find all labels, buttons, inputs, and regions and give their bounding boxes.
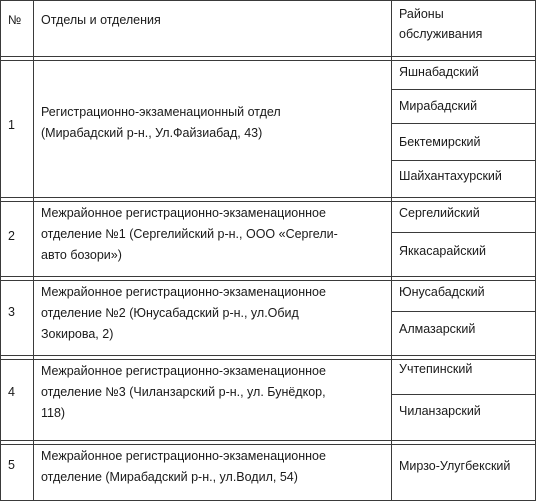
- district-divider: [391, 160, 536, 161]
- table-border-bottom: [0, 500, 536, 501]
- row-number: 4: [8, 385, 15, 399]
- department-text-line: (Мирабадский р-н., Ул.Файзиабад, 43): [41, 126, 263, 140]
- department-text-line: отделение №1 (Сергелийский р-н., ООО «Сергели-: [41, 227, 338, 241]
- department-text-line: Зокирова, 2): [41, 327, 114, 341]
- district-divider: [391, 89, 536, 90]
- district-name: Мирзо-Улугбекский: [399, 459, 511, 473]
- row-3-bottom-border: [0, 355, 536, 356]
- table-border-left: [0, 0, 1, 501]
- header-gap-border: [0, 60, 536, 61]
- row-number: 3: [8, 305, 15, 319]
- department-text-line: авто бозори»): [41, 248, 122, 262]
- row-2-top-border: [0, 201, 536, 202]
- district-divider: [391, 394, 536, 395]
- row-2-bottom-border: [0, 276, 536, 277]
- department-text-line: Межрайонное регистрационно-экзаменационное: [41, 449, 326, 463]
- district-name: Шайхантахурский: [399, 169, 502, 183]
- table-border-top: [0, 0, 536, 1]
- department-text-line: 118): [41, 406, 66, 420]
- district-name: Яшнабадский: [399, 65, 479, 79]
- department-text-line: отделение (Мирабадский р-н., ул.Водил, 54): [41, 470, 298, 484]
- district-name: Учтепинский: [399, 362, 473, 376]
- row-number: 2: [8, 229, 15, 243]
- row-4-bottom-border: [0, 440, 536, 441]
- district-divider: [391, 311, 536, 312]
- row-number: 5: [8, 458, 15, 472]
- header-districts-line-2: обслуживания: [399, 27, 483, 41]
- district-name: Чиланзарский: [399, 404, 481, 418]
- department-text-line: отделение №3 (Чиланзарский р-н., ул. Бунёдкор,: [41, 385, 326, 399]
- district-name: Яккасарайский: [399, 244, 486, 258]
- district-name: Алмазарский: [399, 322, 476, 336]
- department-text-line: Межрайонное регистрационно-экзаменационное: [41, 206, 326, 220]
- district-name: Сергелийский: [399, 206, 480, 220]
- department-text-line: Межрайонное регистрационно-экзаменационное: [41, 364, 326, 378]
- district-divider: [391, 232, 536, 233]
- column-divider-num: [33, 0, 34, 501]
- department-text-line: Регистрационно-экзаменационный отдел: [41, 105, 281, 119]
- district-name: Бектемирский: [399, 135, 481, 149]
- row-number: 1: [8, 118, 15, 132]
- department-text-line: Межрайонное регистрационно-экзаменационное: [41, 285, 326, 299]
- department-text-line: отделение №2 (Юнусабадский р-н., ул.Обид: [41, 306, 299, 320]
- header-department: Отделы и отделения: [41, 13, 161, 27]
- district-name: Юнусабадский: [399, 285, 485, 299]
- column-divider-districts: [391, 0, 392, 501]
- header-num: №: [8, 13, 22, 27]
- row-1-bottom-border: [0, 197, 536, 198]
- district-divider: [391, 123, 536, 124]
- row-5-top-border: [0, 444, 536, 445]
- header-bottom-border: [0, 56, 536, 57]
- header-districts-line-1: Районы: [399, 7, 444, 21]
- row-3-top-border: [0, 280, 536, 281]
- district-name: Мирабадский: [399, 99, 478, 113]
